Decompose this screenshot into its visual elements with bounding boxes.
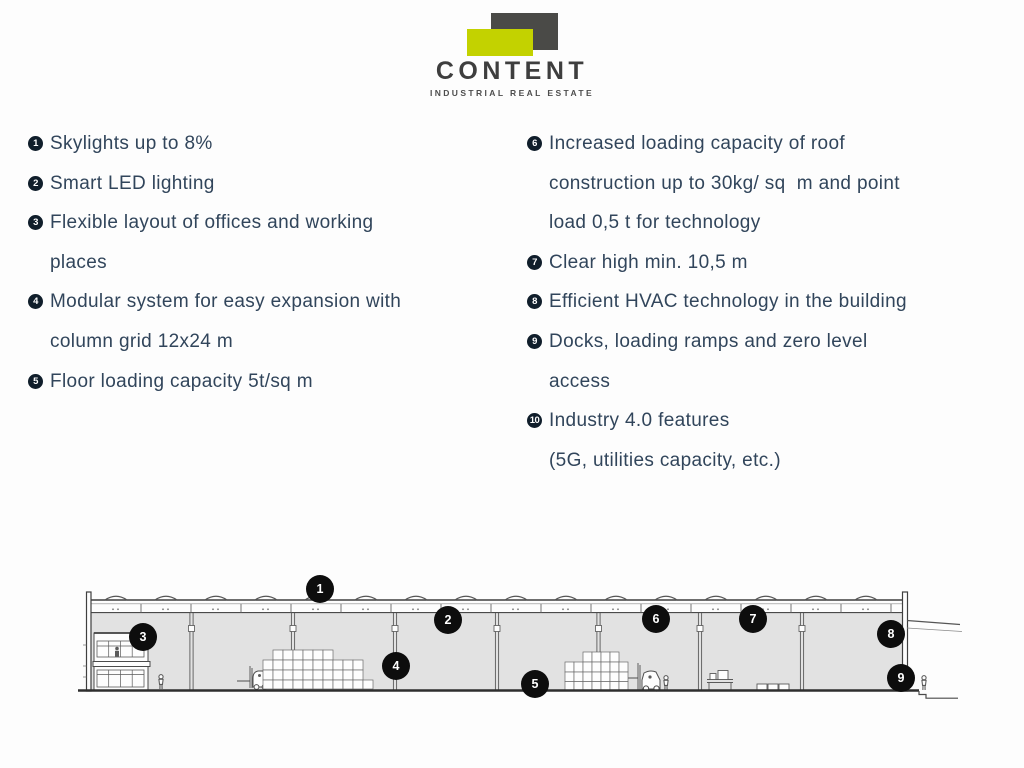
feature-number-badge: 1 xyxy=(28,136,43,151)
pallet-row xyxy=(757,684,789,690)
feature-item-1 xyxy=(28,124,498,164)
diagram-marker-1: 1 xyxy=(306,575,334,603)
feature-text-line: Modular system for easy expansion with xyxy=(50,291,402,313)
feature-list-right xyxy=(527,124,999,480)
feature-text-line: (5G, utilities capacity, etc.) xyxy=(549,449,781,471)
diagram-marker-4: 4 xyxy=(382,652,410,680)
feature-number-badge: 3 xyxy=(28,215,43,230)
feature-number-badge: 2 xyxy=(28,176,43,191)
diagram-marker-8: 8 xyxy=(877,620,905,648)
logo xyxy=(0,13,1024,98)
feature-text-line: Industry 4.0 features xyxy=(549,410,730,432)
feature-text-line: Increased loading capacity of roof xyxy=(549,133,846,154)
roof-joints xyxy=(141,604,891,613)
feature-text-line: Smart LED lighting xyxy=(50,172,215,194)
floor-and-dock xyxy=(78,691,958,699)
office-person xyxy=(115,647,119,657)
feature-text-line: Docks, loading ramps and zero level xyxy=(549,330,868,352)
diagram-marker-5: 5 xyxy=(521,670,549,698)
feature-text-line: Flexible layout of offices and working xyxy=(50,212,374,234)
logo-name: CONTENT xyxy=(435,57,589,85)
feature-number-badge: 5 xyxy=(28,374,43,389)
feature-item-6 xyxy=(527,124,999,243)
feature-item-10 xyxy=(527,401,999,480)
feature-item-5 xyxy=(28,362,498,402)
logo-mark-icon xyxy=(467,13,558,56)
feature-text-line: load 0,5 t for technology xyxy=(549,212,761,234)
diagram-marker-6: 6 xyxy=(642,605,670,633)
feature-item-3 xyxy=(28,203,498,282)
diagram-marker-3: 3 xyxy=(129,623,157,651)
feature-text-line: places xyxy=(50,251,108,273)
feature-number-badge: 9 xyxy=(527,334,542,349)
feature-text-line: column grid 12x24 m xyxy=(50,330,234,352)
feature-text-line: Clear high min. 10,5 m xyxy=(549,251,748,273)
feature-number-badge: 7 xyxy=(527,255,542,270)
feature-item-2 xyxy=(28,164,498,204)
diagram-marker-7: 7 xyxy=(739,605,767,633)
feature-item-8 xyxy=(527,282,999,322)
person-at-dock xyxy=(922,676,926,690)
feature-text-line: Floor loading capacity 5t/sq m xyxy=(50,370,313,392)
building-cross-section-drawing xyxy=(70,550,970,718)
feature-text-line: Efficient HVAC technology in the building xyxy=(549,291,907,313)
feature-item-7 xyxy=(527,243,999,283)
feature-text-line: Skylights up to 8% xyxy=(50,133,213,154)
feature-number-badge: 4 xyxy=(28,294,43,309)
feature-list-left xyxy=(28,124,498,401)
feature-number-badge: 6 xyxy=(527,136,542,151)
logo-tagline: INDUSTRIAL REAL ESTATE xyxy=(429,88,595,98)
hall-interior xyxy=(92,613,903,691)
dock-canopy xyxy=(907,621,962,632)
feature-item-4 xyxy=(28,282,498,361)
logo-lime-rectangle xyxy=(467,29,533,56)
feature-item-9 xyxy=(527,322,999,401)
diagram-marker-9: 9 xyxy=(887,664,915,692)
feature-number-badge: 8 xyxy=(527,294,542,309)
feature-text-line: construction up to 30kg/ sq m and point xyxy=(549,172,900,194)
feature-text-line: access xyxy=(549,370,611,392)
feature-number-badge: 10 xyxy=(527,413,542,428)
diagram-marker-2: 2 xyxy=(434,606,462,634)
roof xyxy=(87,600,908,613)
